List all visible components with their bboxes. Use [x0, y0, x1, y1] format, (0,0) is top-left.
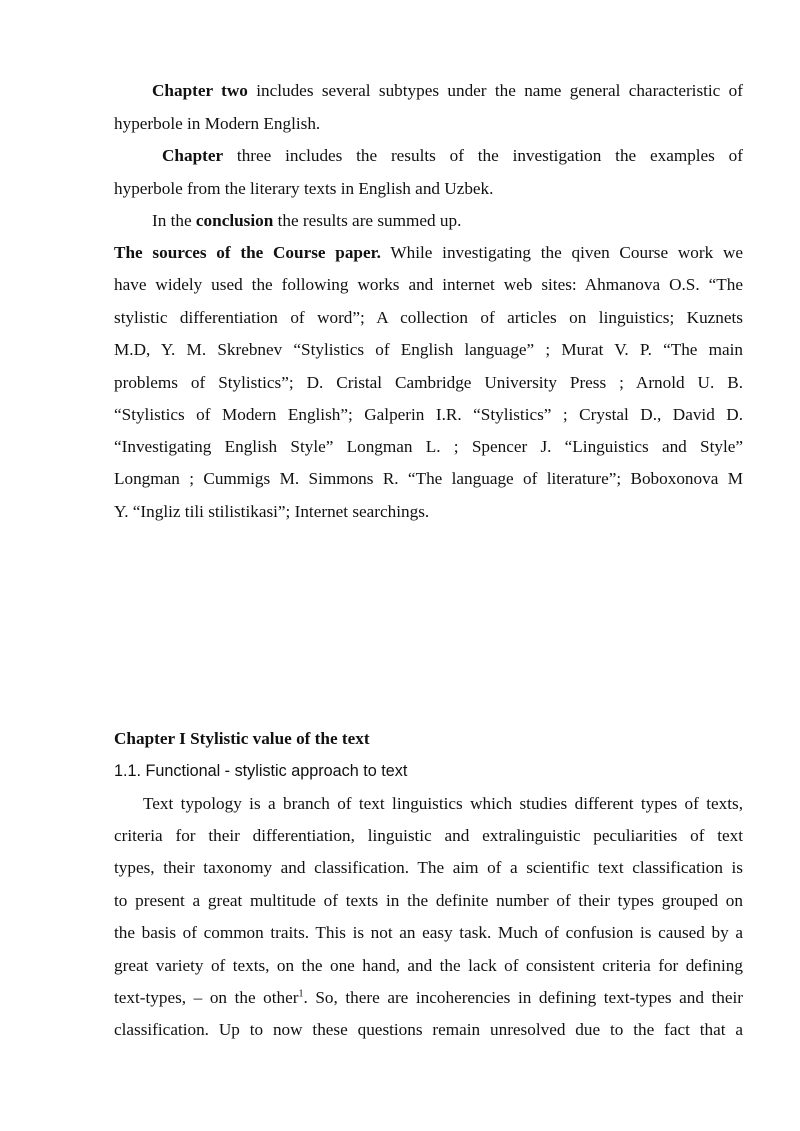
intro-line-3-text: three includes the results of the investigation the examples of — [223, 146, 743, 165]
body-line-7-pre: text-types, – on the other — [114, 988, 299, 1007]
sources-line-5: problems of Stylistics”; D. Cristal Cambridge University Press ; Arnold U. B. — [114, 373, 743, 392]
intro-line-1 — [152, 81, 743, 101]
sources-line-7: “Investigating English Style” Longman L. ; Spencer J. “Linguistics and Style” — [114, 437, 743, 456]
sources-line-4: M.D, Y. M. Skrebnev “Stylistics of English language” ; Murat V. P. “The main — [114, 340, 743, 359]
sources-heading: The sources of the Course paper. — [114, 243, 381, 262]
sources-line-8: Longman ; Cummigs M. Simmons R. “The language of literature”; Boboxonova M — [114, 469, 743, 488]
chapter-heading-text: Chapter I Stylistic value of the text — [114, 729, 370, 748]
sources-line-2: have widely used the following works and internet web sites: Ahmanova O.S. “The — [114, 275, 743, 294]
sources-line-1 — [114, 243, 743, 263]
body-line-6: great variety of texts, on the one hand, and the lack of consistent criteria for defining — [114, 956, 743, 975]
body-line-7-rest: . So, there are incoherencies in defining text-types and their — [303, 988, 744, 1007]
footnote-marker[interactable]: 1 — [298, 988, 304, 1000]
section-subheading: 1.1. Functional - stylistic approach to text — [114, 762, 408, 780]
body-line-1: Text typology is a branch of text linguistics which studies different types of texts, — [143, 794, 743, 813]
sources-line-9: Y. “Ingliz tili stilistikasi”; Internet searchings. — [114, 502, 430, 521]
sources-line-3: stylistic differentiation of word”; A collection of articles on linguistics; Kuznets — [114, 308, 743, 327]
intro-line-4: hyperbole from the literary texts in English and Uzbek. — [114, 179, 494, 198]
body-line-4: to present a great multitude of texts in the definite number of their types grouped on — [114, 891, 743, 910]
sources-line-6: “Stylistics of Modern English”; Galperin I.R. “Stylistics” ; Crystal D., David D. — [114, 405, 743, 424]
body-line-7 — [114, 988, 743, 1008]
body-line-3: types, their taxonomy and classification. The aim of a scientific text classification is — [114, 858, 743, 877]
sources-line-1-text: While investigating the qiven Course work we — [380, 243, 744, 262]
chapter-heading — [114, 729, 743, 749]
intro-line-3 — [162, 146, 743, 166]
intro-line-5-pre: In the — [152, 211, 196, 230]
chapter-bold: Chapter — [162, 146, 224, 165]
intro-line-5 — [152, 211, 781, 231]
intro-line-5-rest: the results are summed up. — [273, 211, 462, 230]
chapter-two-bold: Chapter two — [152, 81, 248, 100]
intro-line-2: hyperbole in Modern English. — [114, 114, 321, 133]
intro-line-1-text: includes several subtypes under the name general characteristic of — [247, 81, 743, 100]
conclusion-bold: conclusion — [195, 211, 274, 230]
body-line-2: criteria for their differentiation, linguistic and extralinguistic peculiarities of text — [114, 826, 743, 845]
body-line-8: classification. Up to now these questions remain unresolved due to the fact that a — [114, 1020, 743, 1039]
body-line-5: the basis of common traits. This is not an easy task. Much of confusion is caused by a — [114, 923, 743, 942]
